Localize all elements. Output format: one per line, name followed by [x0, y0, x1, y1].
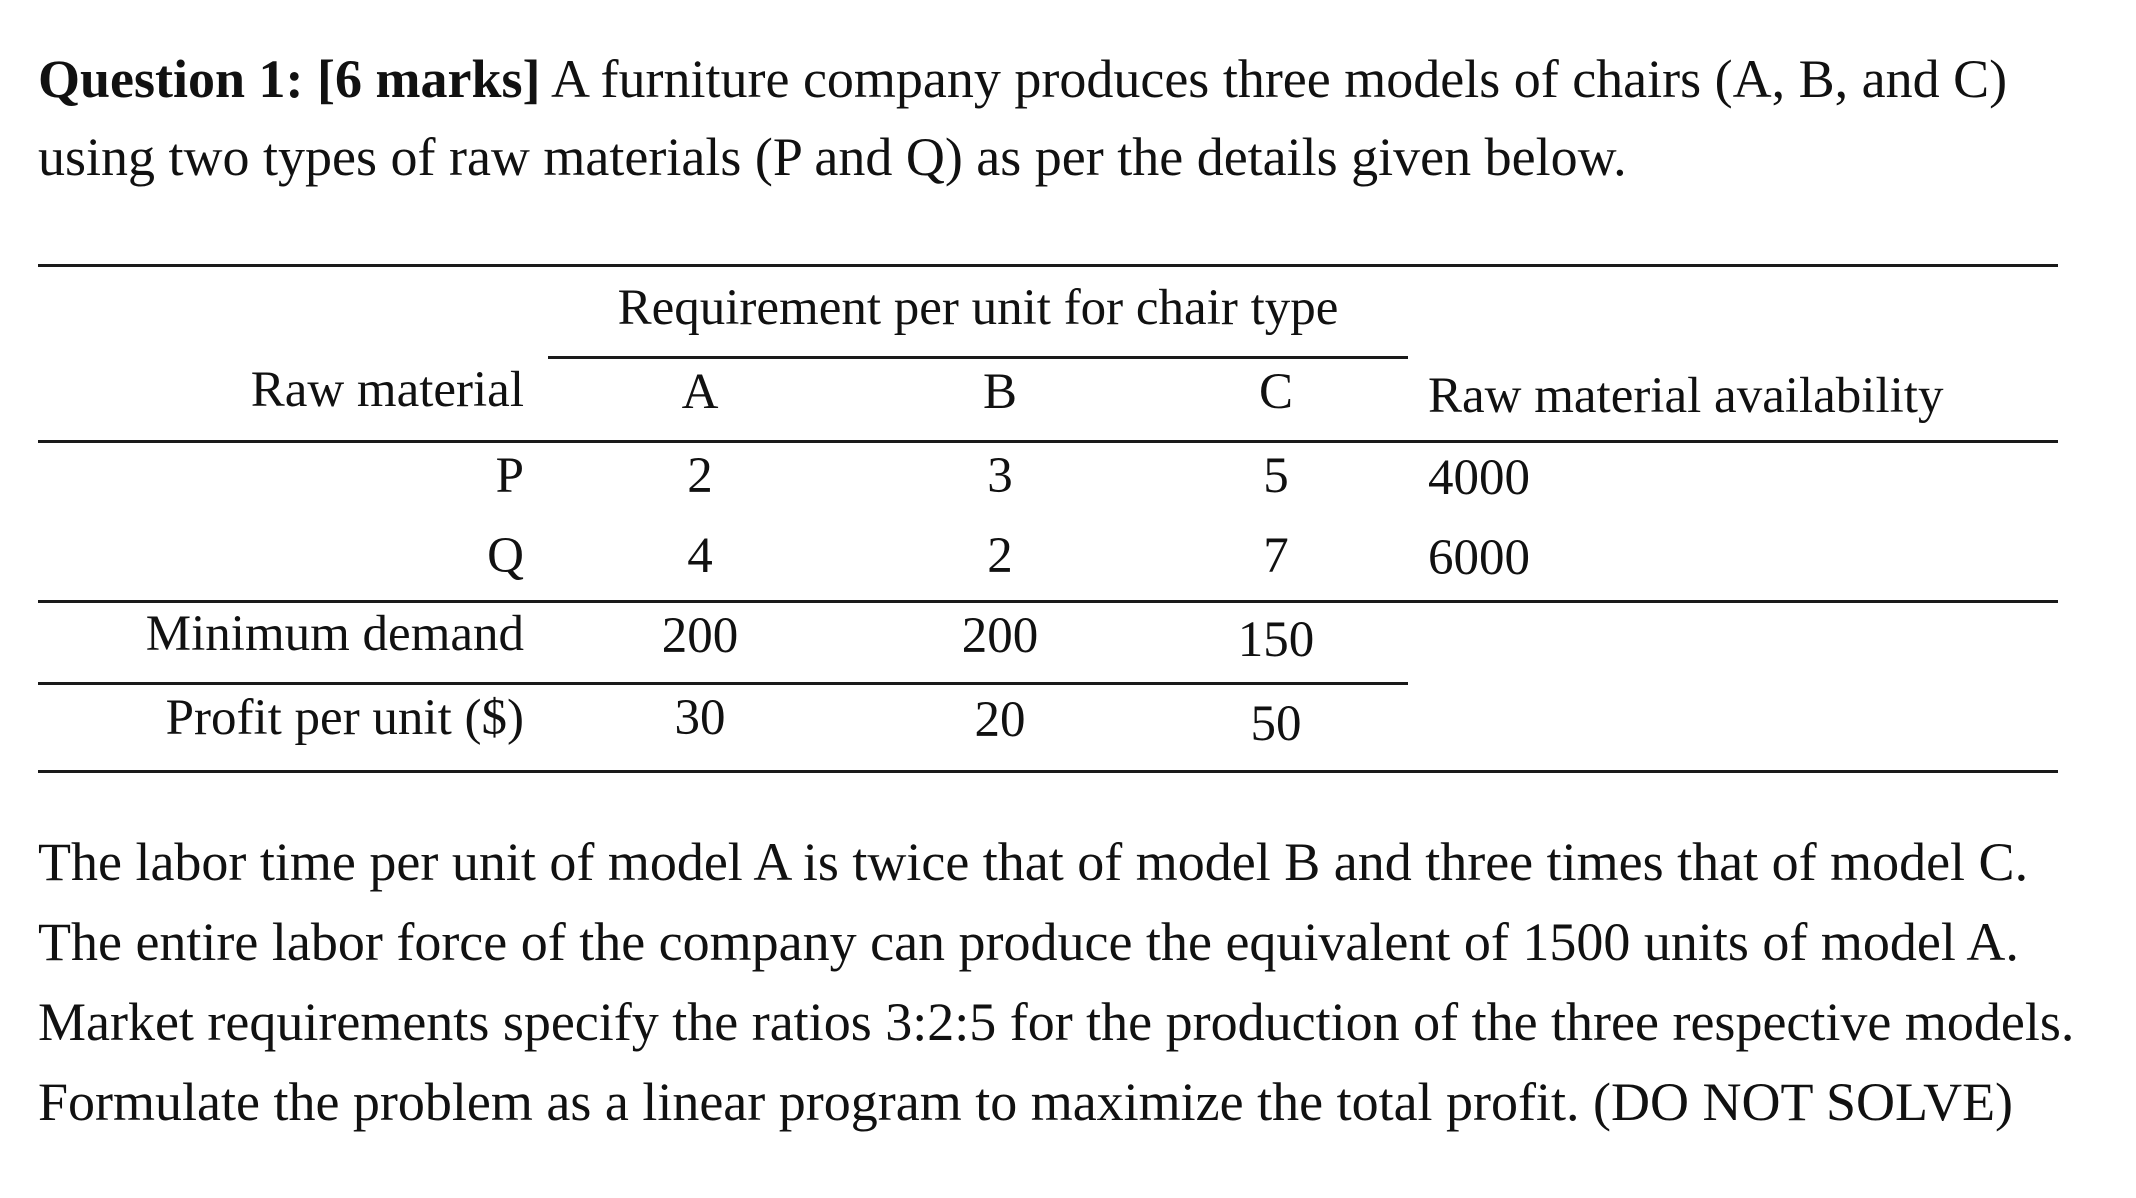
availability-q: 6000: [1428, 530, 1530, 586]
paragraph-line: Formulate the problem as a linear program to maximize the total profit. (DO NOT SOLVE): [38, 1072, 2014, 1132]
cell-q-b: 2: [987, 528, 1013, 584]
profit-c: 50: [1250, 696, 1302, 752]
column-header-a: A: [681, 364, 719, 420]
availability-p: 4000: [1428, 450, 1530, 506]
requirement-group-header: Requirement per unit for chair type: [617, 280, 1339, 336]
table-top-rule: [38, 264, 2058, 267]
demand-bottom-rule: [38, 682, 1408, 685]
column-header-c: C: [1258, 364, 1294, 420]
min-demand-c: 150: [1237, 612, 1315, 668]
paragraph-line: Market requirements specify the ratios 3:2:5 for the production of the three respective models.: [38, 992, 2075, 1052]
problem-paragraph: [38, 822, 2118, 1142]
min-demand-b: 200: [961, 608, 1039, 664]
cell-q-a: 4: [687, 528, 713, 584]
min-demand-a: 200: [661, 608, 739, 664]
paragraph-line: The labor time per unit of model A is twice that of model B and three times that of model C.: [38, 832, 2029, 892]
raw-material-header: Raw material: [250, 362, 524, 418]
paragraph-line: The entire labor force of the company can produce the equivalent of 1500 units of model A.: [38, 912, 2019, 972]
question-intro: [38, 40, 2098, 196]
question-intro-text: A furniture company produces three models of chairs (A, B, and C) using two types of raw materials (P and Q) as per the details given below.: [38, 49, 2008, 187]
question-heading: Question 1: [6 marks]: [38, 49, 541, 109]
row-label-q: Q: [487, 528, 524, 584]
group-header-underline: [548, 356, 1408, 359]
availability-header: Raw material availability: [1428, 368, 1944, 424]
column-header-b: B: [982, 364, 1018, 420]
cell-q-c: 7: [1263, 528, 1289, 584]
cell-p-b: 3: [987, 448, 1013, 504]
profit-b: 20: [974, 692, 1026, 748]
cell-p-a: 2: [687, 448, 713, 504]
header-bottom-rule: [38, 440, 2058, 443]
profit-label: Profit per unit ($): [165, 690, 524, 746]
cell-p-c: 5: [1263, 448, 1289, 504]
raw-material-bottom-rule: [38, 600, 2058, 603]
table-bottom-rule: [38, 770, 2058, 773]
min-demand-label: Minimum demand: [145, 606, 524, 662]
profit-a: 30: [674, 690, 726, 746]
row-label-p: P: [495, 448, 524, 504]
